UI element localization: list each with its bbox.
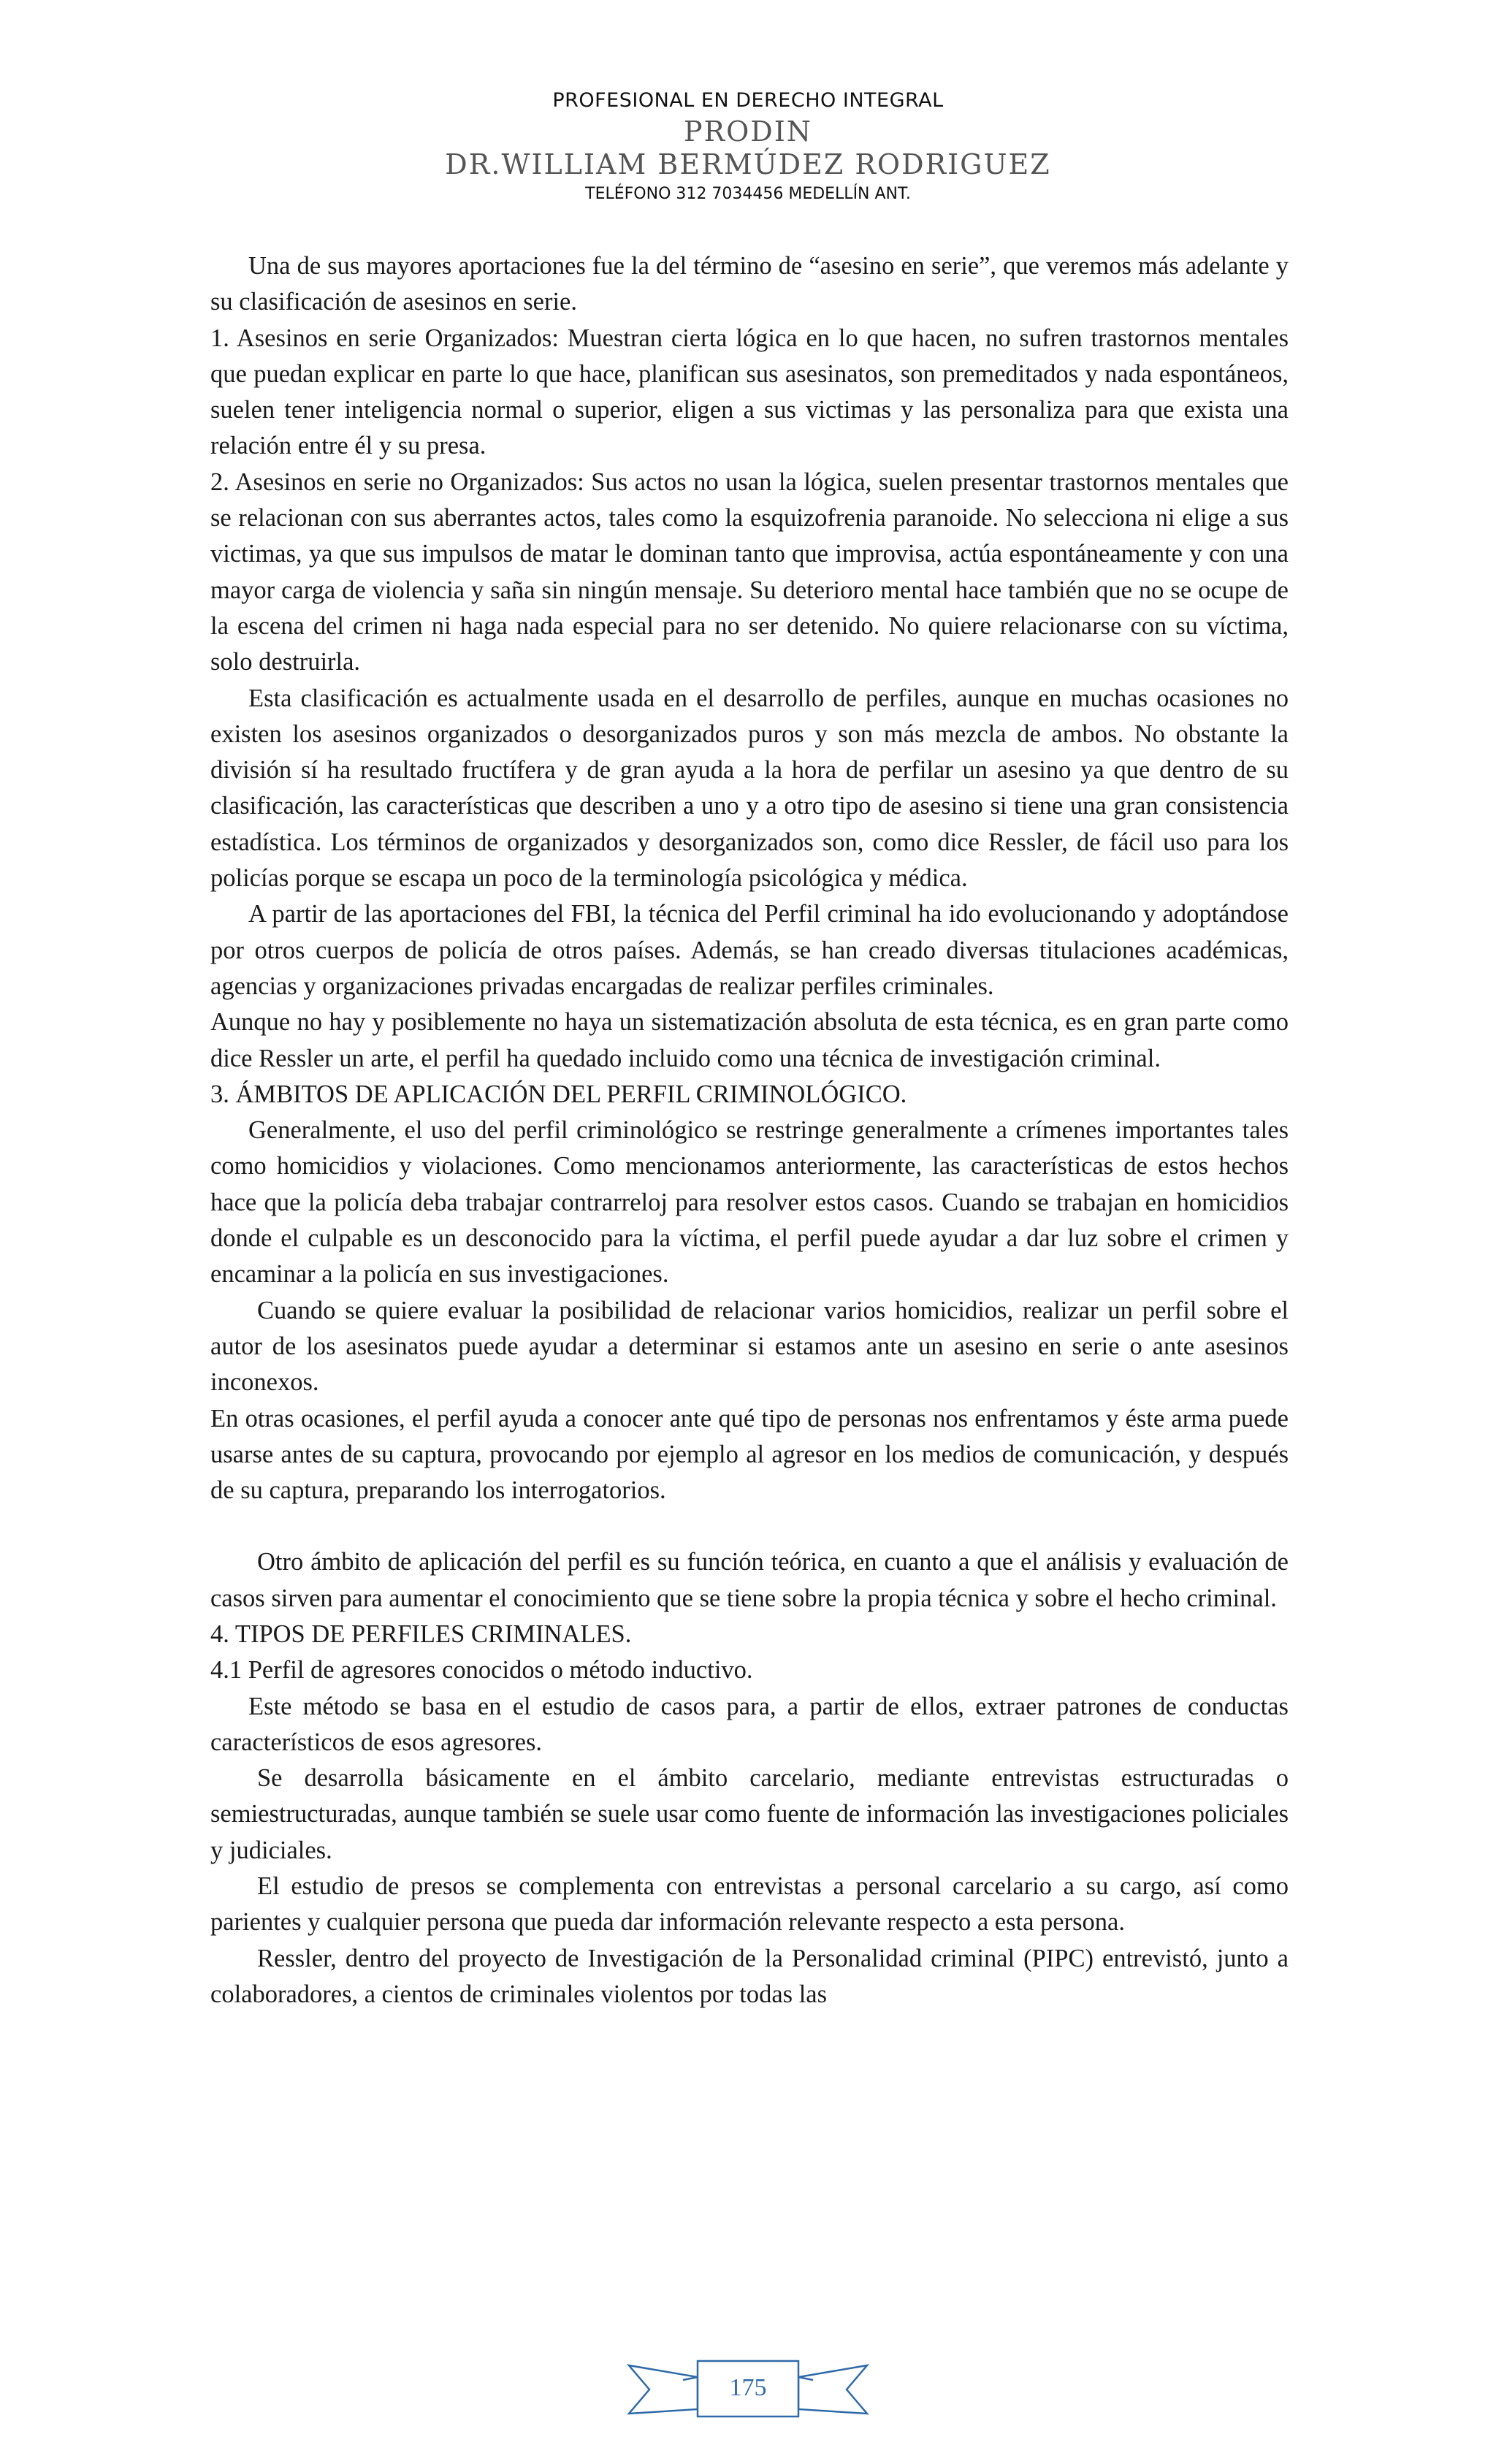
paragraph: Ressler, dentro del proyecto de Investigación de la Personalidad criminal (PIPC) entrevistó, junto a colaboradores, a cientos de criminales violentos por todas las: [210, 1944, 1289, 2008]
paragraph: Otro ámbito de aplicación del perfil es su función teórica, en cuanto a que el análisis y evaluación de casos sirven para aumentar el conocimiento que se tiene sobre la propia técnica y sobre el hecho criminal.: [210, 1548, 1289, 1612]
list-item-organized: 1. Asesinos en serie Organizados: Muestran cierta lógica en lo que hacen, no sufren trastornos mentales que puedan explicar en parte lo que hace, planifican sus asesinatos, son premeditados y nada espontáneos, suelen tener inteligencia normal o superior, eligen a sus victimas y las personaliza para que exista una relación entre él y su presa.: [210, 324, 1289, 460]
header-line-firm: PRODIN: [683, 115, 813, 148]
body-text: [210, 248, 1289, 2013]
paragraph: En otras ocasiones, el perfil ayuda a conocer ante qué tipo de personas nos enfrentamos y éste arma puede usarse antes de su captura, provocando por ejemplo al agresor en los medios de comunicación, y después de su captura, preparando los interrogatorios.: [210, 1404, 1289, 1505]
paragraph: El estudio de presos se complementa con entrevistas a personal carcelario a su cargo, así como parientes y cualquier persona que pueda dar información relevante respecto a esta persona.: [210, 1872, 1289, 1937]
paragraph: Generalmente, el uso del perfil criminológico se restringe generalmente a crímenes importantes tales como homicidios y violaciones. Como mencionamos anteriormente, las características de estos hechos hace que la policía deba trabajar contrarreloj para resolver estos casos. Cuando se trabajan en homicidios donde el culpable es un desconocido para la víctima, el perfil puede ayudar a dar luz sobre el crimen y encaminar a la policía en sus investigaciones.: [210, 1116, 1289, 1289]
section-heading-3: 3. ÁMBITOS DE APLICACIÓN DEL PERFIL CRIMINOLÓGICO.: [210, 1080, 907, 1108]
header-line-contact: TELÉFONO 312 7034456 MEDELLÍN ANT.: [585, 185, 911, 203]
page-header: [0, 86, 1496, 207]
paragraph: Esta clasificación es actualmente usada en el desarrollo de perfiles, aunque en muchas ocasiones no existen los asesinos organizados o desorganizados puros y son más mezcla de ambos. No obstante la división sí ha resultado fructífera y de gran ayuda a la hora de perfilar un asesino ya que dentro de su clasificación, las características que describen a uno y a otro tipo de asesino si tiene una gran consistencia estadística. Los términos de organizados y desorganizados son, como dice Ressler, de fácil uso para los policías porque se escapa un poco de la terminología psicológica y médica.: [210, 684, 1289, 893]
paragraph: A partir de las aportaciones del FBI, la técnica del Perfil criminal ha ido evolucionando y adoptándose por otros cuerpos de policía de otros países. Además, se han creado diversas titulaciones académicas, agencias y organizaciones privadas encargadas de realizar perfiles criminales.: [210, 900, 1289, 1000]
section-heading-4: 4. TIPOS DE PERFILES CRIMINALES.: [210, 1620, 632, 1648]
paragraph-spacer: [210, 1508, 1289, 1544]
page-number: 175: [729, 2374, 767, 2401]
header-line-author: DR.WILLIAM BERMÚDEZ RODRIGUEZ: [445, 148, 1051, 180]
header-line-profession: PROFESIONAL EN DERECHO INTEGRAL: [552, 89, 944, 112]
paragraph: Aunque no hay y posiblemente no haya un sistematización absoluta de esta técnica, es en gran parte como dice Ressler un arte, el perfil ha quedado incluido como una técnica de investigación criminal.: [210, 1008, 1289, 1072]
paragraph: Una de sus mayores aportaciones fue la del término de “asesino en serie”, que veremos más adelante y su clasificación de asesinos en serie.: [210, 252, 1289, 316]
paragraph: Se desarrolla básicamente en el ámbito carcelario, mediante entrevistas estructuradas o semiestructuradas, aunque también se suele usar como fuente de información las investigaciones policiales y judiciales.: [210, 1764, 1289, 1864]
list-item-disorganized: 2. Asesinos en serie no Organizados: Sus actos no usan la lógica, suelen presentar trastornos mentales que se relacionan con sus aberrantes actos, tales como la esquizofrenia paranoide. No selecciona ni elige a sus victimas, ya que sus impulsos de matar le dominan tanto que improvisa, actúa espontáneamente y con una mayor carga de violencia y saña sin ningún mensaje. Su deterioro mental hace también que no se ocupe de la escena del crimen ni haga nada especial para no ser detenido. No quiere relacionarse con su víctima, solo destruirla.: [210, 468, 1289, 676]
subsection-heading-4-1: 4.1 Perfil de agresores conocidos o método inductivo.: [210, 1656, 753, 1685]
page-number-ribbon: [625, 2358, 871, 2419]
paragraph: Cuando se quiere evaluar la posibilidad de relacionar varios homicidios, realizar un perfil sobre el autor de los asesinatos puede ayudar a determinar si estamos ante un asesino en serie o ante asesinos inconexos.: [210, 1296, 1289, 1397]
paragraph: Este método se basa en el estudio de casos para, a partir de ellos, extraer patrones de conductas característicos de esos agresores.: [210, 1692, 1289, 1756]
